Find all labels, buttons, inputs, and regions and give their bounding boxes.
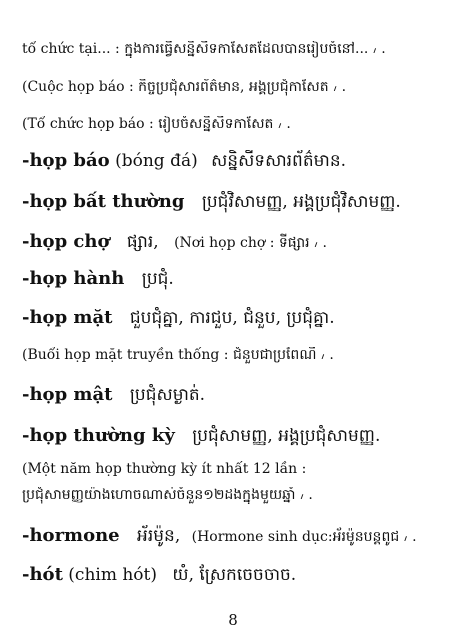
- definition: ប្រជុំសម្ងាត់.: [129, 385, 206, 405]
- entry-hop-mat-secret: [22, 384, 452, 406]
- headword-qualifier: (chim hót): [68, 565, 158, 585]
- entry-hormone: [22, 525, 452, 547]
- page-number: 8: [228, 611, 238, 629]
- headword: -họp mặt: [22, 307, 113, 328]
- line-text: (Cuộc họp báo : កិច្ចប្រជុំសារព័ត៌មាន, អង្គប្រជុំកាសែត ៸ .: [22, 79, 347, 95]
- example-note: (Hormone sinh dục:អ័រម៉ូនបន្តពូជ ៸ .: [191, 529, 417, 545]
- example-line: [22, 79, 452, 96]
- line-text: (Tổ chức họp báo : រៀបចំសន្និសីទកាសែត ៸ .: [22, 116, 291, 132]
- headword: -họp mật: [22, 384, 113, 405]
- definition: អ័រម៉ូន,: [137, 526, 181, 546]
- headword: -họp chợ: [22, 231, 110, 252]
- entry-hop-bao: [22, 150, 452, 172]
- definition: ប្រជុំ.: [141, 269, 174, 289]
- definition: ប្រជុំវិសាមញ្ញ, អង្គប្រជុំវិសាមញ្ញ.: [201, 192, 401, 212]
- line-text: (Buổi họp mặt truyền thống : ជំនួបជាប្រពៃណី ៸ .: [22, 347, 334, 363]
- definition: យំ, ស្រែកចេចចាច.: [172, 565, 297, 585]
- entry-hop-cho: [22, 231, 452, 253]
- entry-hop-thuong-ky: [22, 425, 452, 447]
- headword: -hormone: [22, 525, 120, 546]
- example-line: [22, 116, 452, 133]
- line-text: (Một năm họp thường kỳ ít nhất 12 lần :: [22, 461, 307, 477]
- entry-hop-hanh: [22, 268, 452, 290]
- headword: -họp hành: [22, 268, 125, 289]
- entry-hot: [22, 564, 452, 586]
- example-line: [22, 347, 452, 364]
- headword: -hót: [22, 564, 63, 585]
- entry-hop-bat-thuong: [22, 191, 452, 213]
- headword: -họp thường kỳ: [22, 425, 175, 446]
- definition: ផ្សារ,: [126, 232, 159, 252]
- continuation-line: [22, 41, 452, 58]
- entry-hop-mat: [22, 307, 452, 329]
- example-line: [22, 461, 452, 478]
- example-note: (Nơi họp chợ : ទីផ្សារ ៸ .: [174, 235, 327, 251]
- headword: -họp bất thường: [22, 191, 185, 212]
- headword: -họp báo: [22, 150, 110, 171]
- example-line: [22, 487, 452, 504]
- definition: សន្និសីទសារព័ត៌មាន.: [211, 151, 347, 171]
- definition: ជួបជុំគ្នា, ការជួប, ជំនួប, ប្រជុំគ្នា.: [129, 308, 335, 328]
- line-text: tổ chức tại... : ក្នុងការធ្វើសន្និសីទកាសែតដែលបានរៀបចំនៅ... ៸ .: [22, 41, 386, 57]
- definition: ប្រជុំសាមញ្ញ, អង្គប្រជុំសាមញ្ញ.: [192, 426, 381, 446]
- headword-qualifier: (bóng đá): [115, 151, 198, 171]
- line-text: ប្រជុំសាមញ្ញយ៉ាងហោចណាស់ចំនួន១២ដងក្នុងមួយឆ្នាំ ៸ .: [22, 487, 313, 503]
